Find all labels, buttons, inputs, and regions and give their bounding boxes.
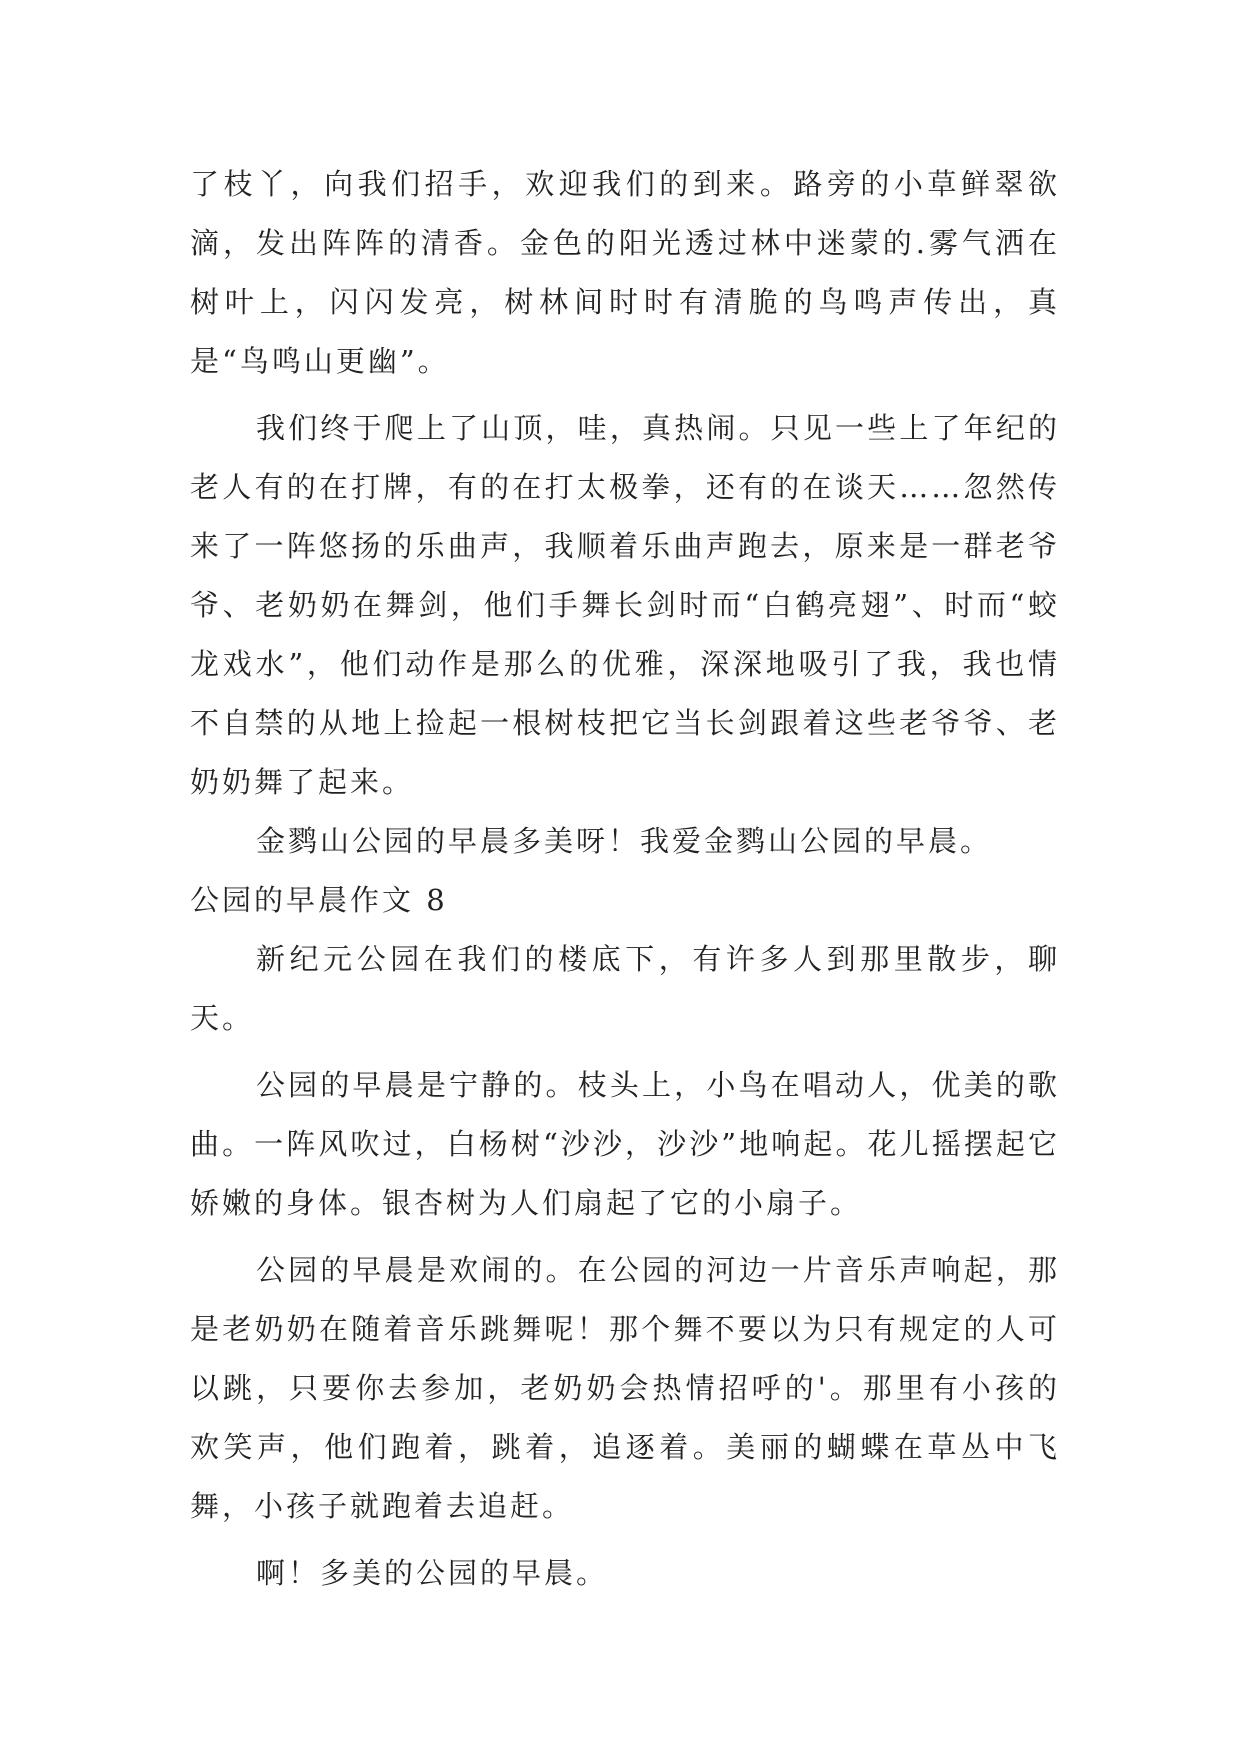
paragraph-5: 公园的早晨是宁静的。枝头上，小鸟在唱动人，优美的歌曲。一阵风吹过，白杨树“沙沙，沙沙”地响起。花儿摇摆起它娇嫩的身体。银杏树为人们扇起了它的小扇子。 <box>190 1068 1060 1220</box>
paragraph-4: 新纪元公园在我们的楼底下，有许多人到那里散步，聊天。 <box>190 942 1060 1035</box>
paragraph-3: 金鹨山公园的早晨多美呀！我爱金鹨山公园的早晨。 <box>256 824 993 858</box>
paragraph-2: 我们终于爬上了山顶，哇，真热闹。只见一些上了年纪的老人有的在打牌，有的在打太极拳，还有的在谈天……忽然传来了一阵悠扬的乐曲声，我顺着乐曲声跑去，原来是一群老爷爷、老奶奶在舞剑，他们手舞长剑时而“白鹤亮翅”、时而“蛟龙戏水”，他们动作是那么的优雅，深深地吸引了我，我也情不自禁的从地上捡起一根树枝把它当长剑跟着这些老爷爷、老奶奶舞了起来。 <box>190 411 1060 799</box>
document-body <box>190 155 1060 1603</box>
paragraph-7: 啊！多美的公园的早晨。 <box>256 1556 609 1590</box>
paragraph-6: 公园的早晨是欢闹的。在公园的河边一片音乐声响起，那是老奶奶在随着音乐跳舞呢！那个舞不要以为只有规定的人可以跳，只要你去参加，老奶奶会热情招呼的'。那里有小孩的欢笑声，他们跑着，跳着，追逐着。美丽的蝴蝶在草丛中飞舞，小孩子就跑着去追赶。 <box>190 1253 1060 1523</box>
section-heading: 公园的早晨作文 8 <box>190 883 448 917</box>
paragraph-1: 了枝丫，向我们招手，欢迎我们的到来。路旁的小草鲜翠欲滴，发出阵阵的清香。金色的阳光透过林中迷蒙的.雾气洒在树叶上，闪闪发亮，树林间时时有清脆的鸟鸣声传出，真是“鸟鸣山更幽”。 <box>190 167 1060 378</box>
